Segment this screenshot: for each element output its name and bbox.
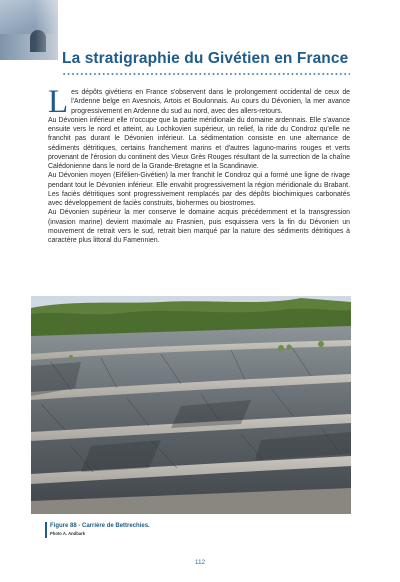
paragraph-4: Au Dévonien supérieur la mer conserve le domaine acquis précédemment et la transgression (invasion marine) devient maximale au Frasnien, puis esquissera vers la fin du Dévonien un mouvement de retrait vers le sud, retrait bien marqué par la nature des sédiments détritiques à caractère plus littoral du Famennien.: [48, 209, 350, 244]
page-number: 112: [194, 559, 206, 566]
paragraph-2: Au Dévonien inférieur elle n'occupe que la partie méridionale du domaine ardennais. Elle s'avance ensuite vers le nord et atteint, au Lochkovien supérieur, un relief, la ride du Condroz qu'elle ne franchit pas durant le Dévonien inférieur. La sédimentation consiste en une alternance de sédiments détritiques, certains franchement marins et d'autres laguno-marins rouges et verts provenant de l'érosion du continent des Vieux Grès Rouges résultant de la surrection de la chaîne Calédonienne dans le nord de la Grande-Bretagne et la Scandinavie.: [48, 116, 350, 170]
drop-cap: L: [48, 84, 69, 120]
article-body: [48, 84, 350, 245]
quarry-photo: [31, 296, 351, 514]
figure-caption: Figure 88 - Carrière de Bettrechies.: [50, 523, 150, 529]
page-title: La stratigraphie du Givétien en France: [62, 50, 349, 67]
caption-accent-bar: [45, 522, 47, 538]
title-dotted-divider: [62, 72, 350, 76]
corner-decorative-photo: [0, 0, 58, 60]
paragraph-1: es dépôts givétiens en France s'observent dans le prolongement occidental de ceux de l'Ardenne belge en Avesnois, Artois et Boulonnais. Au cours du Dévonien, la mer avance progressivement en Ardenne du sud au nord, avec des allers-retours.: [71, 89, 350, 115]
photo-credit: Photo A. Andbark: [50, 531, 86, 536]
paragraph-3: Au Dévonien moyen (Eifélien-Givétien) la mer franchit le Condroz qui a formé une ligne de rivage pendant tout le Dévonien inférieur. Elle envahit progressivement la région méridionale du Brabant. Les faciès détritiques sont progressivement remplacés par des dépôts biochimiques carbonatés avec développement de faciès construits, biohermes ou biostromes.: [48, 172, 350, 207]
